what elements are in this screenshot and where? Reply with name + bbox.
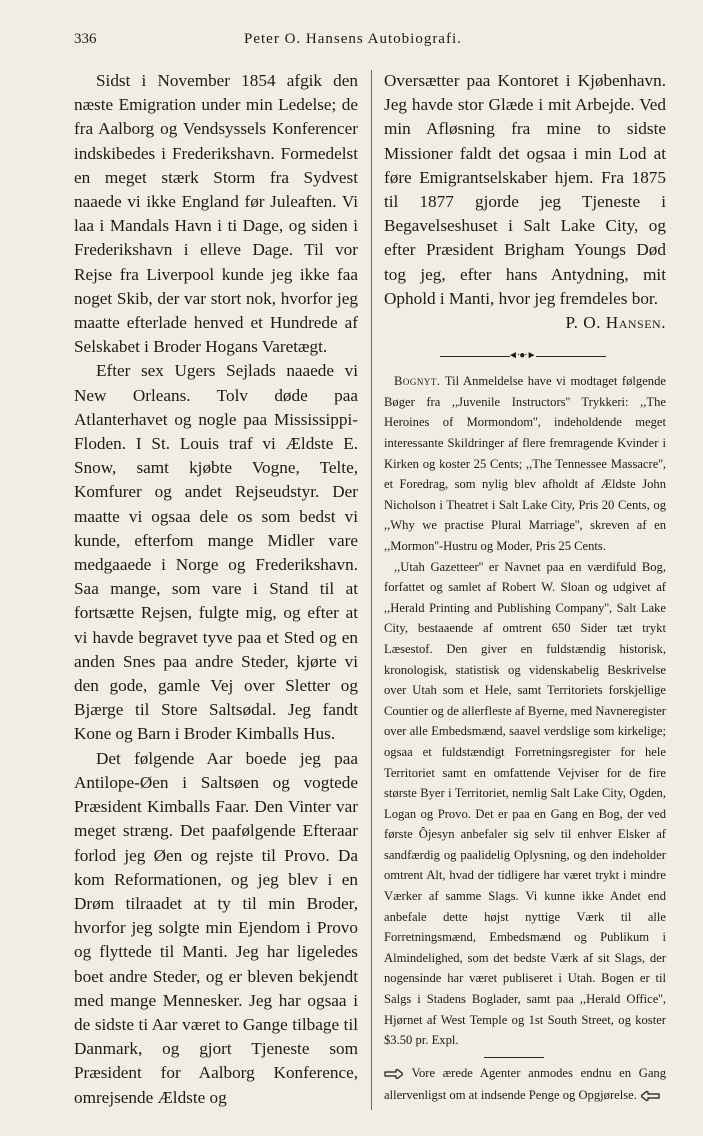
column-divider [371,70,372,1110]
book-news-notice [384,371,666,556]
section-ornament [384,349,666,363]
pointing-hand-icon [384,1067,404,1086]
notice-body: Til Anmeldelse have vi modtaget følgende Bøger fra ,,Juvenile Instructors'' Trykkeri: ,,The Heroines of Mormondom'', indeholdende meget interessante Skildringer af flere fremragende Kvinder i Kirken og koster 25 Cents; ,,The Tennessee Massacre'', et Foredrag, som nylig blev afholdt af Ældste John Nicholson i Theatret i Salt Lake City, Pris 20 Cents, og ,,Why we practise Plural Marriage'', skreven af en ,,Mormon''-Hustru og Moder, Pris 25 Cents. [384,374,666,553]
gazetteer-notice: ,,Utah Gazetteer'' er Navnet paa en værdifuld Bog, forfattet og samlet af Robert W. Sloan og udgivet af ,,Herald Printing and Publishing Company'', Salt Lake City, bestaaende af omtrent 650 Sider tæt trykt Læsestof. Den giver en fuldstændig historisk, kronologisk, statistisk og videnskabelig Beskrivelse over Utah som et Hele, samt Territoriets forskjellige Countier og de allerfleste af Byerne, med Navneregister over alle Embedsmænd, saavel verdslige som kirkelige; ogsaa et fuldstændigt Forretningsregister for hele Territoriet samt en omfattende Vejviser for de fire største Byer i Territoriet, nemlig Salt Lake City, Ogden, Logan og Provo. Det er paa en Gang en Bog, der ved første Ôjesyn anbefaler sig selv til enhver Elsker af sandfærdig og paalidelig Oplysning, og den indeholder omtrent Alt, hvad der tidligere har været trykt i mindre Værker af samme Slags. Vi kunne ikke Andet end anbefale dette højst nyttige Værk til alle Forretningsmænd, Embedsmænd og Publikum i Almindelighed, som det bedste Værk af sit Slags, der nogensinde har været publiseret i Utah. Bogen er til Salgs i Stadens Boglader, samt paa ,,Herald Office'', Hjørnet af West Temple og 1st South Street, og koster $3.50 pr. Expl. [384,559,666,1048]
agents-notice-text: Vore ærede Agenter anmodes endnu en Gang allervenligst om at indsende Penge og Opgjørelse. [384,1065,667,1102]
agents-notice [384,1064,666,1108]
page-number: 336 [74,31,97,47]
author-signature: P. O. Hansen. [565,313,666,333]
pointing-hand-left-icon [640,1089,660,1108]
running-title: Peter O. Hansens Autobiografi. [244,31,462,47]
page-header [74,31,640,51]
paragraph-3: Det følgende Aar boede jeg paa Antilope-Øen i Saltsøen og vogtede Præsident Kimballs Faar. Den Vinter var meget stræng. Det paafølgende Efteraar forlod jeg Øen og rejste til Provo. Da kom Reformationen, og jeg blev i en Drøm tilraadet at ty til min Broder, hvorfor jeg solgte min Ejendom i Provo og flyttede til Manti. Jeg har ligeledes boet andre Steder, og er bleven bekjendt med mange Mennesker. Jeg har ogsaa i de sidste ti Aar været to Gange tilbage til Danmark, og gjort Tjeneste som Præsident for Aalborg Konference, omrejsende Ældste og [74,748,358,1107]
article-end-text: Oversætter paa Kontoret i Kjøbenhavn. Jeg havde stor Glæde i mit Arbejde. Ved min Afløsning fra mine to sidste Missioner faldt det ogsaa i min Lod at føre Emigrantselskaber hjem. Fra 1875 til 1877 gjorde jeg Tjeneste i Begavelseshuset i Salt Lake City, og efter Præsident Brigham Youngs Død tog jeg, efter hans Antydning, mit Ophold i Manti, hvor jeg fremdeles bor. [384,71,666,308]
paragraph-1: Sidst i November 1854 afgik den næste Emigration under min Ledelse; de fra Aalborg og Vendsyssels Konferencer indskibedes i Frederikshavn. Formedelst en meget stærk Storm fra Sydvest naaede vi ikke England før Juleaften. Vi laa i Mandals Havn i ti Dage, og siden i Frederikshavn i elleve Dage. Til vor Rejse fra Liverpool kunde jeg ikke faa noget Skib, der var stort nok, hvorfor jeg maatte efterlade henved et Hundrede af Selskabet i Broder Hogans Varetægt. [74,71,358,357]
left-column [74,69,358,1110]
ornament-glyph-icon: ◄·●·► [508,350,536,362]
short-rule [484,1057,544,1058]
paragraph-2: Efter sex Ugers Sejlads naaede vi New Orleans. Tolv døde paa Atlanterhavet og nogle paa Mississippi-Floden. I St. Louis traf vi Ældste E. Snow, samt kjøbte Vogne, Telte, Komfurer og andet Rejseudstyr. Der maatte vi ogsaa dele os som bedst vi kunde, efterfom mange Midler vare medgaaede i Norge og Frederikshavn. Saa mange, som vare i Stand til at fortsætte Rejsen, fulgte mig, og efter at vi havde begravet tyve paa et Sted og en anden Snes paa andre Steder, kjørte vi den gode, gamle Vej over Sletter og Bjærge til Store Saltsødal. Jeg fandt Kone og Barn i Broder Kimballs Hus. [74,361,358,744]
notice-heading: Bognyt. [394,374,441,389]
right-column [384,69,666,1108]
article-continuation [384,69,666,333]
